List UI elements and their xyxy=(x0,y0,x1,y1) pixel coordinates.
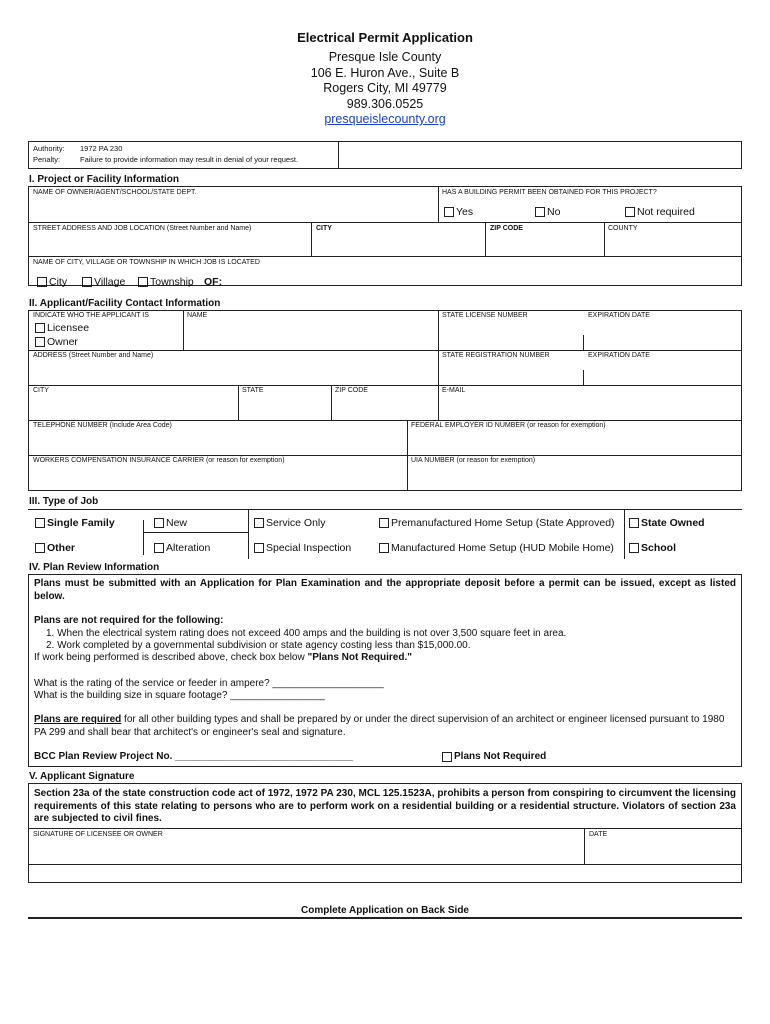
township-option-label: Township xyxy=(150,276,194,288)
s5-row-divider-1 xyxy=(28,828,742,829)
owner-checkbox[interactable] xyxy=(35,337,45,347)
service-rating-question[interactable]: What is the rating of the service or feeder in ampere? ____________________ xyxy=(34,678,384,689)
zip-code-label: ZIP CODE xyxy=(490,225,523,232)
address-line-1: 106 E. Huron Ave., Suite B xyxy=(310,65,460,80)
permit-not-required-option[interactable] xyxy=(625,206,695,218)
manufactured-checkbox[interactable] xyxy=(379,543,389,553)
alteration-option[interactable] xyxy=(154,542,210,554)
permit-no-label: No xyxy=(547,206,561,218)
s1-col-divider-d xyxy=(604,222,605,256)
plans-required-text xyxy=(34,714,736,739)
city-checkbox[interactable] xyxy=(37,277,47,287)
state-license-label: STATE LICENSE NUMBER xyxy=(442,312,528,319)
school-option[interactable] xyxy=(629,542,676,554)
applicant-type-label: INDICATE WHO THE APPLICANT IS xyxy=(33,312,149,319)
section-1-title: I. Project or Facility Information xyxy=(29,174,180,185)
permit-yes-option[interactable] xyxy=(444,206,473,218)
street-address-label: STREET ADDRESS AND JOB LOCATION (Street Number and Name) xyxy=(33,225,252,232)
applicant-email-label: E-MAIL xyxy=(442,387,466,394)
alteration-checkbox[interactable] xyxy=(154,543,164,553)
date-label: DATE xyxy=(589,831,608,838)
footer-note: Complete Application on Back Side xyxy=(301,905,469,916)
s1-row-divider-1 xyxy=(28,222,742,223)
applicant-zip-label: ZIP CODE xyxy=(335,387,368,394)
owner-option[interactable] xyxy=(35,336,78,348)
manufactured-option[interactable] xyxy=(379,542,614,554)
service-only-label: Service Only xyxy=(266,517,326,529)
s2-col-d xyxy=(331,385,332,420)
license-expiration-label: EXPIRATION DATE xyxy=(588,312,650,319)
owner-label: Owner xyxy=(47,336,78,348)
s3-col-divider-2 xyxy=(624,509,625,559)
plan-review-intro: Plans must be submitted with an Application for Plan Examination and the appropriate deposit before a permit can be issued, except as listed below. xyxy=(34,578,736,602)
school-checkbox[interactable] xyxy=(629,543,639,553)
new-label: New xyxy=(166,517,188,529)
footer-rule xyxy=(28,917,742,919)
state-registration-label: STATE REGISTRATION NUMBER xyxy=(442,352,550,359)
building-size-question[interactable]: What is the building size in square footage? _________________ xyxy=(34,690,325,701)
special-inspection-option[interactable] xyxy=(254,542,351,554)
village-option-label: Village xyxy=(94,276,126,288)
fein-label: FEDERAL EMPLOYER ID NUMBER (or reason for exemption) xyxy=(411,422,606,429)
section-5-title: V. Applicant Signature xyxy=(29,771,135,782)
s2-row-divider-2 xyxy=(28,385,742,386)
township-option[interactable] xyxy=(138,276,194,288)
premanufactured-label: Premanufactured Home Setup (State Approved) xyxy=(391,517,615,529)
premanufactured-option[interactable] xyxy=(379,517,615,529)
authority-label: Authority: xyxy=(33,144,65,153)
applicant-address-label: ADDRESS (Street Number and Name) xyxy=(33,352,154,359)
s5-col-divider xyxy=(584,828,585,864)
permit-not-required-label: Not required xyxy=(637,206,695,218)
workers-comp-label: WORKERS COMPENSATION INSURANCE CARRIER (or reason for exemption) xyxy=(33,457,285,464)
s3-col-divider xyxy=(248,509,249,559)
section-3-title: III. Type of Job xyxy=(29,496,99,507)
other-checkbox[interactable] xyxy=(35,543,45,553)
bcc-project-number[interactable]: BCC Plan Review Project No. ________________________________ xyxy=(34,751,354,762)
s2-row-divider-1b xyxy=(28,350,183,351)
exemption-item-1: 1. When the electrical system rating does not exceed 400 amps and the building is not over 3,500 square feet in area. xyxy=(46,628,567,639)
licensee-label: Licensee xyxy=(47,322,90,334)
form-title: Electrical Permit Application xyxy=(297,30,473,45)
of-label: OF: xyxy=(204,276,223,288)
s2-col-e xyxy=(407,420,408,491)
s2-col-b xyxy=(438,310,439,420)
address-line-2: Rogers City, MI 49779 xyxy=(323,81,447,95)
registration-expiration-label: EXPIRATION DATE xyxy=(588,352,650,359)
single-family-checkbox[interactable] xyxy=(35,518,45,528)
village-option[interactable] xyxy=(82,276,125,288)
premanufactured-checkbox[interactable] xyxy=(379,518,389,528)
building-permit-question: HAS A BUILDING PERMIT BEEN OBTAINED FOR THIS PROJECT? xyxy=(442,189,657,196)
s3-inner-rule xyxy=(143,532,248,533)
section-4-title: IV. Plan Review Information xyxy=(29,562,160,573)
permit-no-option[interactable] xyxy=(535,206,560,218)
new-checkbox[interactable] xyxy=(154,518,164,528)
plans-not-required-option[interactable] xyxy=(442,751,546,762)
single-family-label: Single Family xyxy=(47,517,115,529)
plans-not-required-label: Plans Not Required xyxy=(454,751,547,762)
phone-number: 989.306.0525 xyxy=(346,96,424,111)
signature-label: SIGNATURE OF LICENSEE OR OWNER xyxy=(33,831,163,838)
state-owned-label: State Owned xyxy=(641,517,705,529)
authority-divider xyxy=(338,141,339,169)
other-label: Other xyxy=(47,542,76,554)
permit-yes-label: Yes xyxy=(456,206,474,218)
plans-required-emphasis: Plans are required xyxy=(34,714,122,725)
s5-row-divider-2 xyxy=(28,864,742,865)
applicant-name-label: NAME xyxy=(187,312,208,319)
school-label: School xyxy=(641,542,677,554)
applicant-city-label: CITY xyxy=(33,387,49,394)
s2-row-divider-4 xyxy=(28,455,742,456)
village-checkbox[interactable] xyxy=(82,277,92,287)
exp-tick-1 xyxy=(583,335,584,350)
check-note-text: If work being performed is described above, check box below xyxy=(34,652,308,663)
website-link[interactable]: presqueislecounty.org xyxy=(324,112,446,126)
section-23a-notice: Section 23a of the state construction code act of 1972, 1972 PA 230, MCL 125.1523A, prohibits a person from conspiring to circumvent the licensing requirements of this state relating to persons who are to perform work on a residential building or a residential structure. Violators of section 23a are subjected to civil fines. xyxy=(34,788,736,824)
authority-value: 1972 PA 230 xyxy=(80,144,123,153)
s3-inner-col xyxy=(143,520,144,555)
plans-required-body: for all other building types and shall be prepared by or under the direct supervision of an architect or engineer licensed pursuant to 1980 PA 299 and shall bear that architect's or engineer's seal and signature. xyxy=(34,714,725,738)
county-label: COUNTY xyxy=(608,225,638,232)
penalty-value: Failure to provide information may result in denial of your request. xyxy=(80,155,299,164)
exp-tick-2 xyxy=(583,370,584,385)
not-required-heading: Plans are not required for the following: xyxy=(34,615,224,626)
permit-not-required-checkbox[interactable] xyxy=(625,207,635,217)
section-2-title: II. Applicant/Facility Contact Information xyxy=(29,298,221,309)
s1-col-divider-a xyxy=(438,186,439,222)
telephone-label: TELEPHONE NUMBER (Include Area Code) xyxy=(33,422,172,429)
city-option-label: City xyxy=(49,276,68,288)
s1-col-divider-b xyxy=(311,222,312,256)
section-1-box xyxy=(28,186,742,286)
new-option[interactable] xyxy=(154,517,187,529)
county-name: Presque Isle County xyxy=(328,50,442,64)
s3-top-rule xyxy=(28,509,742,510)
s2-col-c xyxy=(238,385,239,420)
check-note-emphasis: "Plans Not Required." xyxy=(307,652,412,663)
applicant-state-label: STATE xyxy=(242,387,264,394)
special-inspection-label: Special Inspection xyxy=(266,542,352,554)
licensee-checkbox[interactable] xyxy=(35,323,45,333)
city-label: CITY xyxy=(316,225,332,232)
manufactured-label: Manufactured Home Setup (HUD Mobile Home) xyxy=(391,542,614,554)
single-family-option[interactable] xyxy=(35,517,115,529)
penalty-label: Penalty: xyxy=(33,155,61,164)
other-option[interactable] xyxy=(35,542,75,554)
owner-name-label: NAME OF OWNER/AGENT/SCHOOL/STATE DEPT. xyxy=(33,189,197,196)
s1-col-divider-c xyxy=(485,222,486,256)
state-owned-checkbox[interactable] xyxy=(629,518,639,528)
plans-not-required-checkbox[interactable] xyxy=(442,752,452,762)
service-only-checkbox[interactable] xyxy=(254,518,264,528)
alteration-label: Alteration xyxy=(166,542,211,554)
permit-yes-checkbox[interactable] xyxy=(444,207,454,217)
uia-number-label: UIA NUMBER (or reason for exemption) xyxy=(411,457,536,464)
township-checkbox[interactable] xyxy=(138,277,148,287)
s2-row-divider-1 xyxy=(183,350,742,351)
licensee-option[interactable] xyxy=(35,322,89,334)
state-owned-option[interactable] xyxy=(629,517,705,529)
special-inspection-checkbox[interactable] xyxy=(254,543,264,553)
s1-row-divider-2 xyxy=(28,256,742,257)
check-box-note xyxy=(34,652,412,665)
s2-row-divider-3 xyxy=(28,420,742,421)
s2-col-a xyxy=(183,310,184,350)
permit-no-checkbox[interactable] xyxy=(535,207,545,217)
city-option[interactable] xyxy=(37,276,67,288)
job-located-label: NAME OF CITY, VILLAGE OR TOWNSHIP IN WHICH JOB IS LOCATED xyxy=(33,259,260,266)
exemption-item-2: 2. Work completed by a governmental subdivision or state agency costing less than $15,000.00. xyxy=(46,640,471,651)
office-info xyxy=(0,50,770,128)
service-only-option[interactable] xyxy=(254,517,326,529)
